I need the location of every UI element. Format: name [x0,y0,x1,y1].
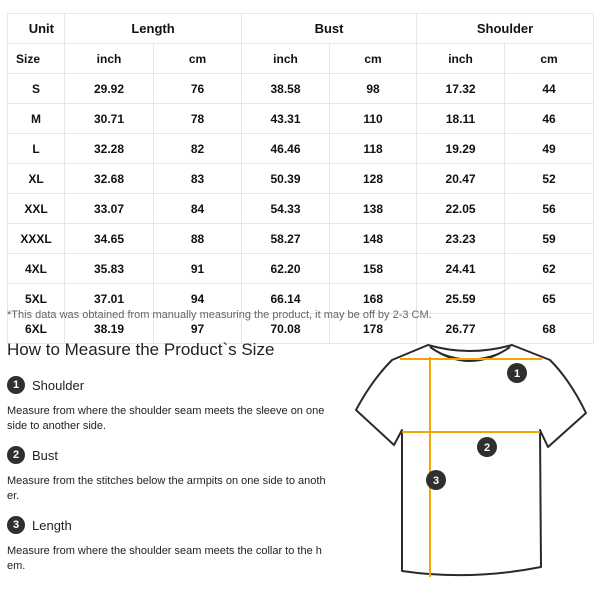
table-cell: 168 [330,284,417,314]
table-cell: 148 [330,224,417,254]
step-title: Length [32,517,72,533]
table-cell: 23.23 [417,224,505,254]
table-cell: 29.92 [65,74,154,104]
table-cell: 178 [330,314,417,344]
svg-text:2: 2 [483,442,491,454]
step-description: Measure from where the shoulder seam meets the collar to the hem. [7,545,322,572]
table-cell: 19.29 [417,134,505,164]
size-label-cell: XXXL [8,224,65,254]
size-label-cell: XL [8,164,65,194]
shoulder-header: Shoulder [417,14,594,44]
table-cell: 26.77 [417,314,505,344]
step-title: Bust [32,447,59,463]
unit-header: Unit [8,14,65,44]
svg-text:1: 1 [513,368,521,380]
marker-3 [426,470,446,490]
table-cell: 32.28 [65,134,154,164]
step-number-badge: 3 [7,516,25,534]
table-cell: 30.71 [65,104,154,134]
table-cell: 50.39 [242,164,330,194]
table-cell: 128 [330,164,417,194]
table-cell: 22.05 [417,194,505,224]
table-cell: 59 [505,224,594,254]
size-label-cell: 6XL [8,314,65,344]
table-row [8,254,594,284]
step-description: Measure from the stitches below the armpits on one side to another. [7,475,326,502]
table-cell: 37.01 [65,284,154,314]
unit-header-cell: inch [242,44,330,74]
table-cell: 98 [330,74,417,104]
header-row-measurements [8,14,594,44]
table-cell: 34.65 [65,224,154,254]
unit-header-cell: cm [330,44,417,74]
table-cell: 20.47 [417,164,505,194]
table-cell: 52 [505,164,594,194]
table-cell: 49 [505,134,594,164]
table-cell: 76 [154,74,242,104]
table-cell: 65 [505,284,594,314]
size-label-cell: M [8,104,65,134]
svg-text:3: 3 [432,475,440,487]
table-cell: 158 [330,254,417,284]
size-label-cell: 4XL [8,254,65,284]
step-number-badge: 2 [7,446,25,464]
table-row [8,224,594,254]
table-row [8,164,594,194]
marker-2 [477,437,497,457]
table-cell: 32.68 [65,164,154,194]
table-row [8,194,594,224]
table-cell: 70.08 [242,314,330,344]
table-cell: 35.83 [65,254,154,284]
table-cell: 94 [154,284,242,314]
unit-header-cell: cm [154,44,242,74]
table-cell: 62 [505,254,594,284]
table-cell: 110 [330,104,417,134]
table-cell: 46 [505,104,594,134]
table-row [8,74,594,104]
table-cell: 138 [330,194,417,224]
table-cell: 17.32 [417,74,505,104]
how-to-measure-title: How to Measure the Product`s Size [7,340,275,359]
step-title: Shoulder [32,377,85,393]
table-cell: 18.11 [417,104,505,134]
length-header: Length [65,14,242,44]
table-cell: 83 [154,164,242,194]
step-length [7,514,327,574]
step-bust [7,444,327,504]
unit-header-cell: inch [417,44,505,74]
table-cell: 38.58 [242,74,330,104]
table-cell: 68 [505,314,594,344]
table-cell: 66.14 [242,284,330,314]
step-description: Measure from where the shoulder seam meets the sleeve on one side to another side. [7,405,325,432]
size-header: Size [8,44,65,74]
table-cell: 58.27 [242,224,330,254]
table-cell: 84 [154,194,242,224]
tshirt-outline [356,345,586,575]
table-cell: 25.59 [417,284,505,314]
tshirt-measurement-diagram [350,335,590,585]
size-chart-table [7,13,594,344]
marker-1 [507,363,527,383]
size-label-cell: L [8,134,65,164]
size-label-cell: S [8,74,65,104]
table-cell: 46.46 [242,134,330,164]
table-cell: 44 [505,74,594,104]
table-cell: 91 [154,254,242,284]
table-cell: 88 [154,224,242,254]
table-cell: 33.07 [65,194,154,224]
table-cell: 97 [154,314,242,344]
step-number-badge: 1 [7,376,25,394]
step-shoulder [7,374,327,434]
table-cell: 43.31 [242,104,330,134]
table-cell: 24.41 [417,254,505,284]
header-row-units [8,44,594,74]
unit-header-cell: inch [65,44,154,74]
table-cell: 56 [505,194,594,224]
measurement-note: *This data was obtained from manually measuring the product, it may be off by 2-3 CM. [7,309,432,321]
table-cell: 118 [330,134,417,164]
table-cell: 62.20 [242,254,330,284]
unit-header-cell: cm [505,44,594,74]
table-row [8,134,594,164]
table-cell: 38.19 [65,314,154,344]
table-cell: 78 [154,104,242,134]
table-cell: 82 [154,134,242,164]
bust-header: Bust [242,14,417,44]
size-label-cell: 5XL [8,284,65,314]
table-cell: 54.33 [242,194,330,224]
size-label-cell: XXL [8,194,65,224]
table-row [8,104,594,134]
